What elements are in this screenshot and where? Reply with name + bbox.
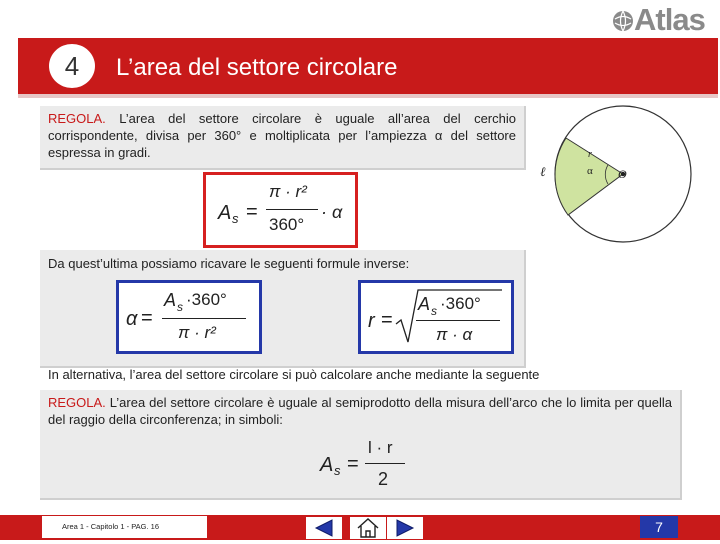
formula-r-num-sub: s [431, 304, 437, 318]
formula-alpha-eq: = [141, 307, 153, 329]
center-label: O [618, 167, 627, 181]
page-title: L’area del settore circolare [116, 54, 398, 81]
rule2-text [48, 394, 672, 428]
formula-arc-num: l · r [368, 438, 393, 457]
formula-area [213, 180, 353, 240]
formula-arc-lhs-sub: s [334, 463, 341, 478]
rule1-keyword: REGOLA. [48, 111, 106, 126]
formula-area-den: 360° [269, 215, 305, 234]
formula-area-fraction-bar [266, 209, 318, 210]
formula-area-times: · α [321, 202, 343, 222]
rule2-text-after: è uguale al semiprodotto della misura dell’arco che lo limita per quella del raggio della circonferenza; in simboli: [48, 395, 672, 427]
rule1-text-before: L’area del settore circolare [105, 111, 302, 126]
previous-button[interactable] [306, 517, 342, 539]
formula-alpha-fraction-bar [162, 318, 246, 319]
formula-alpha-num: A [164, 290, 177, 310]
home-button[interactable] [350, 517, 386, 539]
formula-r-den: π · α [436, 325, 473, 344]
formula-arc-den: 2 [378, 469, 389, 489]
formula-r-num: A [418, 294, 431, 314]
formula-area-eq: = [246, 201, 258, 223]
formula-area-lhs-sub: s [232, 211, 239, 226]
formula-alpha [122, 288, 254, 346]
alt-intro: In alternativa, l’area del settore circolare si può calcolare anche mediante la seguente [48, 367, 540, 382]
formula-alpha-lhs: α [126, 308, 138, 330]
atlas-logo [612, 4, 708, 38]
formula-r-lhs: r [368, 310, 375, 332]
triangle-left-icon [306, 517, 342, 539]
globe-icon [612, 10, 634, 32]
formula-arc-lhs: A [320, 454, 334, 476]
sector-diagram [540, 100, 716, 250]
rule1-text [48, 110, 516, 161]
home-icon [350, 517, 386, 539]
next-button[interactable] [387, 517, 423, 539]
formula-alpha-den: π · r² [178, 323, 216, 342]
formula-area-lhs: A [218, 202, 232, 224]
page-number: 7 [640, 516, 678, 538]
formula-arc [316, 438, 416, 496]
formula-arc-eq: = [347, 453, 359, 475]
rule1-text-after: è uguale all’area del cerchio corrispondente, divisa per 360° e moltiplicata per l’ampiezza α del settore espressa in gradi. [48, 111, 516, 160]
rule2-keyword: REGOLA. [48, 395, 106, 410]
header-shadow [18, 94, 718, 98]
formula-arc-fraction-bar [365, 463, 405, 464]
formula-r-num-rest: ·360° [440, 294, 481, 313]
rule2-text-before: L’area del settore circolare [105, 395, 264, 410]
formula-r [364, 288, 506, 346]
triangle-right-icon [387, 517, 423, 539]
formula-area-num: π · r² [269, 182, 307, 201]
formula-r-fraction-bar [416, 320, 500, 321]
formula-alpha-num-rest: ·360° [186, 290, 227, 309]
chapter-badge: 4 [49, 44, 95, 88]
footer-label: Area 1 - Capitolo 1 - PAG. 16 [42, 516, 207, 538]
formula-r-eq: = [381, 309, 393, 331]
angle-label: α [587, 165, 593, 177]
logo-text: Atlas [634, 2, 705, 37]
inverse-intro: Da quest’ultima possiamo ricavare le seguenti formule inverse: [48, 256, 410, 271]
formula-alpha-num-sub: s [177, 300, 183, 314]
arc-label: ℓ [540, 164, 546, 179]
radius-label: r [588, 149, 592, 160]
